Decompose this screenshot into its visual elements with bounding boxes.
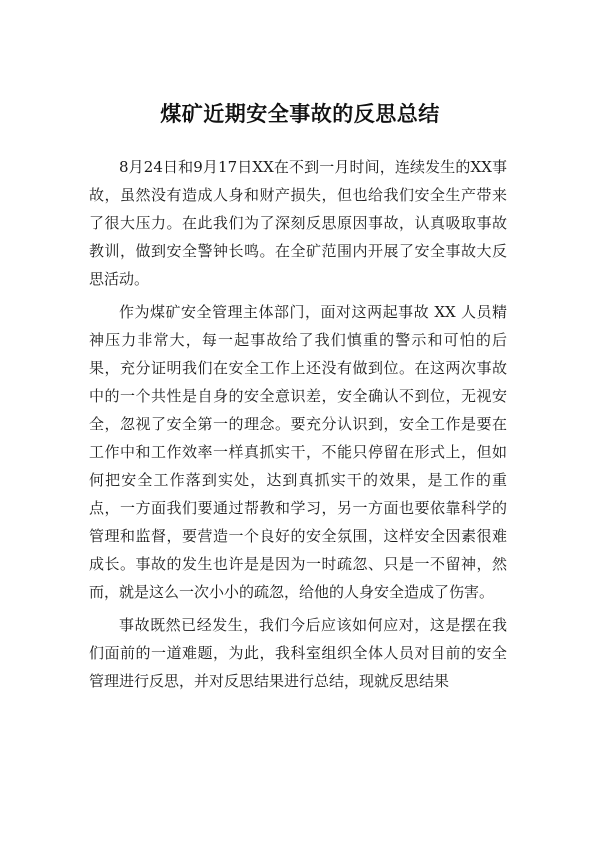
- paragraph-1: 8月24日和9月17日XX在不到一月时间，连续发生的XX事故，虽然没有造成人身和财产损失，但也给我们安全生产带来了很大压力。在此我们为了深刻反思原因事故，认真吸取事故教训，做到安全警钟长鸣。在全矿范围内开展了安全事故大反思活动。: [89, 158, 507, 288]
- paragraph-3: 事故既然已经发生，我们今后应该如何应对，这是摆在我们面前的一道难题，为此，我科室组织全体人员对目前的安全管理进行反思，并对反思结果进行总结，现就反思结果: [89, 616, 507, 690]
- document-body: [89, 153, 507, 700]
- paragraph-2: 作为煤矿安全管理主体部门，面对这两起事故 XX 人员精神压力非常大，每一起事故给了我们慎重的警示和可怕的后果，充分证明我们在安全工作上还没有做到位。在这两次事故中的一个共性是自身的安全意识差，安全确认不到位，无视安全，忽视了安全第一的理念。要充分认识到，安全工作是要在工作中和工作效率一样真抓实干，不能只停留在形式上，但如何把安全工作落到实处，达到真抓实干的效果，是工作的重点，一方面我们要通过帮教和学习，另一方面也要依靠科学的管理和监督，要营造一个良好的安全氛围，这样安全因素很难成长。事故的发生也许是是因为一时疏忽、只是一不留神，然而，就是这么一次小小的疏忽，给他的人身安全造成了伤害。: [89, 303, 507, 601]
- document-title: 煤矿近期安全事故的反思总结: [160, 102, 440, 127]
